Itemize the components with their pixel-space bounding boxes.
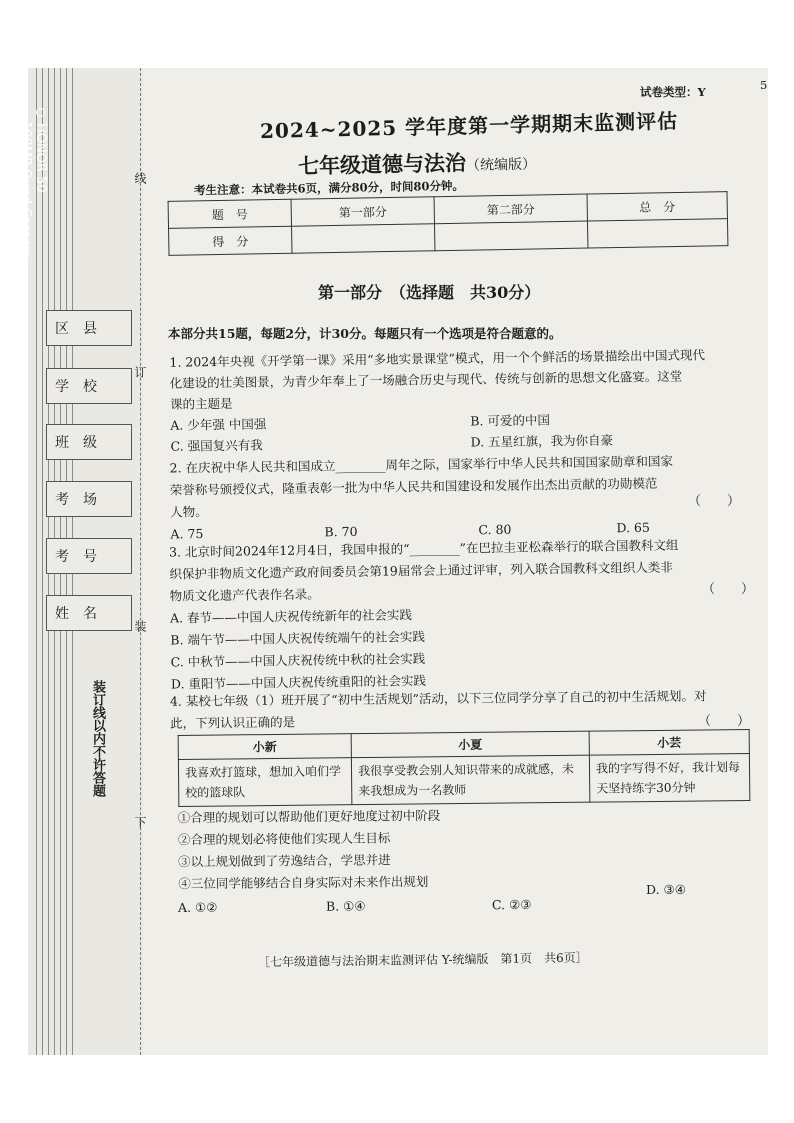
question-2: 2. 在庆祝中华人民共和国成立________周年之际，国家举行中华人民共和国国家勋章和国家 荣誉称号颁授仪式，隆重表彰一批为中华人民共和国建设和发展作出杰出贡献的功勋模范 人物。 A. 75 B. 70 C. 80 D. 65 xyxy=(169,453,674,542)
question-1: 1. 2024年央视《开学第一课》采用“多地实景课堂”模式，用一个个鲜活的场景描绘出中国式现代 化建设的壮美图景，为青少年奉上了一场融合历史与现代、传统与创新的思想文化盛宴。这堂 课的主题是 A. 少年强 中国强 B. 可爱的中国 C. 强国复兴有我 D. 五星红旗，我为你自豪 xyxy=(169,347,705,454)
page-footer: ［七年级道德与法治期末监测评估 Y-统编版 第1页 共6页］ xyxy=(257,950,588,970)
notice: 考生注意：本试卷共6页，满分80分，时间80分钟。 xyxy=(193,178,465,198)
question-3: 3. 北京时间2024年12月4日，我国申报的“________”在巴拉圭亚松森举行的联合国教科文组 织保护非物质文化遗产政府间委员会第19届常会上通过评审，列入联合国教科文组织人类非 物质文化遗产代表作名录。 A. 春节——中国人庆祝传统新年的社会实践 B. 端午节——中国人庆祝传统端午的社会实践 C. 中秋节——中国人庆祝传统中秋的社会实践 D. 重阳节——中国人庆祝传统重阳的社会实践 xyxy=(168,537,679,692)
plan-cell: 我喜欢打篮球，想加入咱们学校的篮球队 xyxy=(178,758,351,807)
score-header: 第二部分 xyxy=(434,194,587,224)
exam-title: 2024~2025 学年度第一学期期末监测评估 xyxy=(259,108,679,144)
exam-subtitle: 七年级道德与法治（统编版） xyxy=(297,149,537,179)
q4-options: A. ①② B. ①④ C. ②③ xyxy=(177,896,532,916)
plan-cell: 我很享受教会别人知识带来的成就感，未来我想成为一名教师 xyxy=(351,755,589,804)
answer-blank-2[interactable]: （ ） xyxy=(688,494,741,509)
score-header: 总 分 xyxy=(587,192,727,221)
margin-mark: 线 xyxy=(133,172,147,184)
field-class[interactable]: 班 级 xyxy=(46,424,132,460)
camera-watermark: HONOR 50 108MP Quad Camera xyxy=(18,108,48,259)
section-note: 本部分共15题，每题2分，计30分。每题只有一个选项是符合题意的。 xyxy=(168,326,562,341)
question-4: 4. 某校七年级（1）班开展了“初中生活规划”活动，以下三位同学分享了自己的初中生活规划。对 此，下列认识正确的是 xyxy=(169,688,707,731)
score-table xyxy=(168,191,729,256)
field-exam-number[interactable]: 考 号 xyxy=(46,538,132,574)
exam-sheet xyxy=(18,68,768,1055)
page-edge-number: 5 xyxy=(760,78,768,92)
score-header: 第一部分 xyxy=(291,197,434,226)
score-cell[interactable] xyxy=(292,224,435,253)
photo-frame xyxy=(18,68,768,1055)
plan-header: 小夏 xyxy=(351,731,589,757)
exam-type: 试卷类型：Y xyxy=(640,85,706,99)
margin-mark: 装 xyxy=(133,620,147,632)
q4-statements: ①合理的规划可以帮助他们更好地度过初中阶段 ②合理的规划必将使他们实现人生目标 ③以上规划做到了劳逸结合，学思并进 ④三位同学能够结合自身实际对未来作出规划 xyxy=(177,807,441,892)
plan-cell: 我的字写得不好，我计划每天坚持练字30分钟 xyxy=(589,754,749,803)
score-label: 得 分 xyxy=(169,226,292,255)
plan-header: 小芸 xyxy=(589,730,749,756)
binding-margin xyxy=(18,68,147,1055)
plan-table xyxy=(178,729,751,807)
section-title: 第一部分 （选择题 共30分） xyxy=(318,283,541,302)
margin-mark: 下 xyxy=(133,816,147,828)
margin-mark: 订 xyxy=(133,366,147,378)
field-name[interactable]: 姓 名 xyxy=(46,595,132,631)
camera-dot-icon xyxy=(36,108,45,117)
field-district[interactable]: 区 县 xyxy=(46,310,132,346)
q4-option-d: D. ③④ xyxy=(646,882,686,897)
score-cell[interactable] xyxy=(435,221,588,251)
score-cell[interactable] xyxy=(587,219,727,248)
field-school[interactable]: 学 校 xyxy=(46,368,132,404)
field-exam-room[interactable]: 考 场 xyxy=(46,481,132,517)
score-header: 题 号 xyxy=(168,199,291,228)
answer-blank-3[interactable]: （ ） xyxy=(702,582,755,597)
cut-line xyxy=(140,68,142,1055)
answer-blank-4[interactable]: （ ） xyxy=(698,714,751,729)
binding-note: 装订线以内不许答题 xyxy=(90,680,105,797)
plan-header: 小新 xyxy=(178,734,351,760)
